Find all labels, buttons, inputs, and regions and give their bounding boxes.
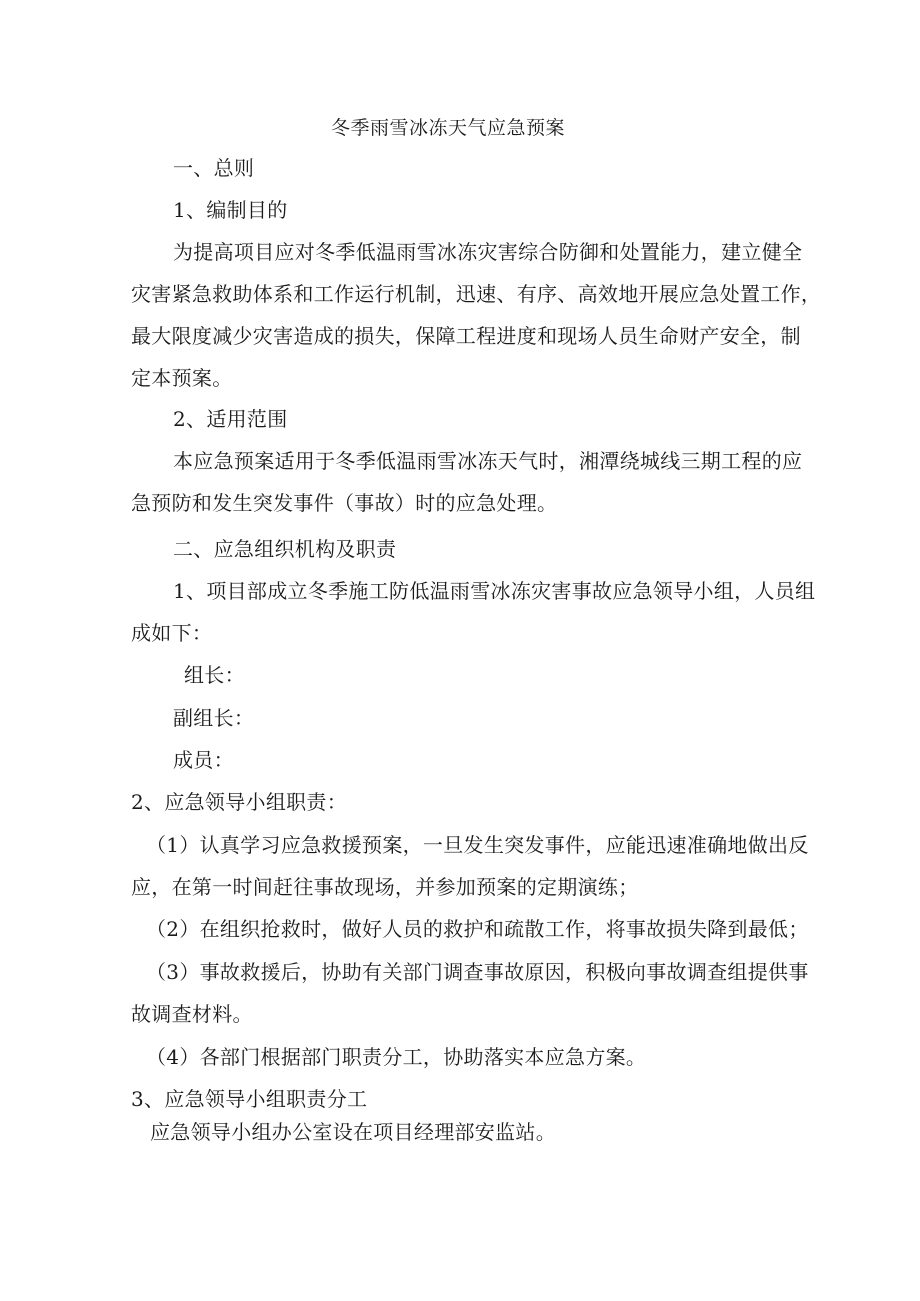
section-1-heading: 一、总则 [173,156,255,180]
subsection-purpose-heading: 1、编制目的 [173,198,288,222]
members-label: 成员： [173,748,234,772]
leader-label: 组长： [184,663,245,687]
office-location-paragraph: 应急领导小组办公室设在项目经理部安监站。 [150,1120,556,1144]
duty-2: （2）在组织抢救时，做好人员的救护和疏散工作，将事故损失降到最低； [146,917,809,941]
scope-paragraph-line-1: 本应急预案适用于冬季低温雨雪冰冻天气时，湘潭绕城线三期工程的应 [173,449,803,473]
purpose-paragraph-line-1: 为提高项目应对冬季低温雨雪冰冻灾害综合防御和处置能力，建立健全 [173,240,803,264]
duty-4: （4）各部门根据部门职责分工，协助落实本应急方案。 [146,1045,647,1069]
subsection-scope-heading: 2、适用范围 [173,407,288,431]
purpose-paragraph-line-3: 最大限度减少灾害造成的损失，保障工程进度和现场人员生命财产安全，制 [131,324,801,348]
document-title: 冬季雨雪冰冻天气应急预案 [331,117,566,139]
duty-3-line-2: 故调查材料。 [131,1002,253,1026]
scope-paragraph-line-2: 急预防和发生突发事件（事故）时的应急处理。 [131,491,558,515]
purpose-paragraph-line-2: 灾害紧急救助体系和工作运行机制，迅速、有序、高效地开展应急处置工作， [131,282,822,306]
duty-1-line-1: （1）认真学习应急救援预案，一旦发生突发事件，应能迅速准确地做出反 [146,833,809,857]
org-item-1-line-2: 成如下： [131,621,213,645]
section-2-heading: 二、应急组织机构及职责 [173,537,397,561]
leadership-duties-heading: 2、应急领导小组职责： [131,790,348,814]
duty-1-line-2: 应，在第一时间赶往事故现场，并参加预案的定期演练； [131,875,639,899]
org-item-1-line-1: 1、项目部成立冬季施工防低温雨雪冰冻灾害事故应急领导小组，人员组 [173,579,816,603]
duty-3-line-1: （3）事故救援后，协助有关部门调查事故原因，积极向事故调查组提供事 [146,960,809,984]
division-of-duties-heading: 3、应急领导小组职责分工 [131,1087,368,1111]
deputy-leader-label: 副组长： [173,706,255,730]
purpose-paragraph-line-4: 定本预案。 [131,366,233,390]
